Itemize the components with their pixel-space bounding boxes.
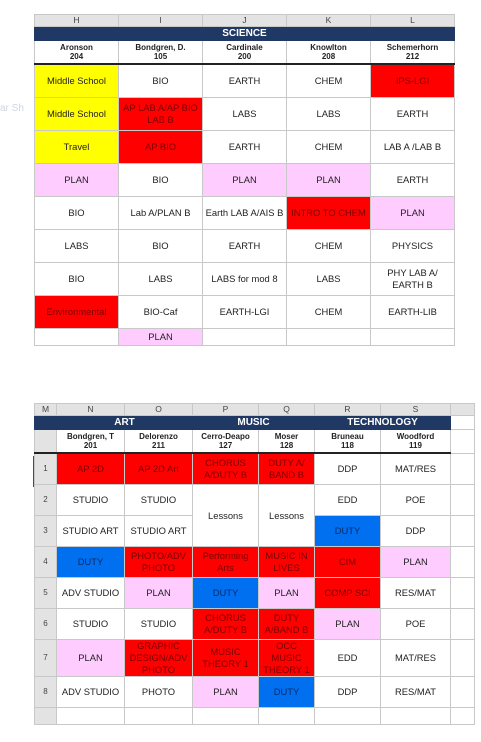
schedule-cell[interactable]: EDD [315,640,381,677]
schedule-row [35,453,475,485]
schedule-cell[interactable]: ADV STUDIO [57,578,125,609]
column-letter-o[interactable]: O [125,404,193,416]
teacher-header[interactable] [287,41,371,65]
teacher-name: Bondgren, T [66,432,115,441]
room-number: 201 [83,441,98,450]
schedule-cell[interactable]: LABS for mod 8 [203,263,287,296]
schedule-cell[interactable]: EARTH-LGI [203,296,287,329]
science-schedule-table [34,14,455,346]
schedule-cell[interactable] [315,708,381,725]
schedule-cell[interactable]: AP 2D Art [125,453,193,485]
teacher-extra[interactable] [451,430,475,454]
row-number-header[interactable] [35,430,57,454]
teacher-header[interactable] [371,41,455,65]
schedule-row [35,164,455,197]
teacher-name: Bondgren, D. [135,43,186,52]
column-letter-p[interactable]: P [193,404,259,416]
schedule-cell[interactable]: Middle School [35,98,119,131]
schedule-cell[interactable]: CIM [315,547,381,578]
schedule-cell[interactable]: DUTY A/BAND B [259,609,315,640]
teacher-name: Woodford [396,432,435,441]
column-letter-r[interactable]: R [315,404,381,416]
schedule-cell[interactable]: STUDIO [57,609,125,640]
schedule-cell[interactable]: BIO [119,64,203,98]
schedule-cell[interactable]: Environmental [35,296,119,329]
schedule-cell[interactable]: PLAN [35,164,119,197]
teacher-header[interactable] [119,41,203,65]
schedule-cell[interactable]: LABS [287,98,371,131]
schedule-row [35,296,455,329]
schedule-cell[interactable]: PLAN [381,547,451,578]
schedule-cell[interactable]: DUTY [193,578,259,609]
schedule-cell[interactable]: MAT/RES [381,453,451,485]
column-letter-n[interactable]: N [57,404,125,416]
row-extra[interactable] [451,578,475,609]
row-number[interactable]: 6 [35,609,57,640]
schedule-cell[interactable]: PLAN [57,640,125,677]
schedule-cell[interactable]: BIO [119,164,203,197]
column-letter-k[interactable]: K [287,15,371,27]
schedule-cell[interactable]: PLAN [203,164,287,197]
teacher-header[interactable] [193,430,259,454]
row-number-header[interactable] [35,416,57,430]
row-number[interactable]: 7 [35,640,57,677]
column-letter-l[interactable]: L [371,15,455,27]
teacher-name: Aronson [60,43,93,52]
schedule-cell[interactable]: PLAN [193,677,259,708]
department-title[interactable]: TECHNOLOGY [315,416,451,430]
schedule-cell[interactable]: AP BIO [119,131,203,164]
column-letter-row [35,404,475,416]
schedule-cell[interactable]: PLAN [315,609,381,640]
schedule-cell[interactable]: ADV STUDIO [57,677,125,708]
schedule-cell[interactable]: LABS [35,230,119,263]
schedule-cell[interactable]: Earth LAB A/AIS B [203,197,287,230]
room-number: 127 [218,441,233,450]
schedule-cell[interactable]: DDP [315,677,381,708]
schedule-cell[interactable]: EARTH-LIB [371,296,455,329]
schedule-cell[interactable]: LAB A /LAB B [371,131,455,164]
schedule-row [35,708,475,725]
schedule-cell[interactable]: Middle School [35,64,119,98]
schedule-cell[interactable]: INTRO TO CHEM [287,197,371,230]
schedule-cell[interactable]: STUDIO [125,485,193,516]
schedule-row [35,640,475,677]
schedule-cell[interactable]: CHEM [287,64,371,98]
row-number[interactable]: 1 [35,453,57,485]
schedule-cell[interactable]: PLAN [259,578,315,609]
schedule-cell[interactable]: EARTH [371,164,455,197]
schedule-cell[interactable]: PLAN [119,329,203,346]
arts-schedule-table [34,403,475,725]
row-number[interactable]: 5 [35,578,57,609]
science-teacher-row [35,41,455,65]
schedule-cell[interactable]: Performing Arts [193,547,259,578]
schedule-cell[interactable]: RES/MAT [381,677,451,708]
schedule-cell[interactable]: IPS-LGI [371,64,455,98]
schedule-cell[interactable] [381,708,451,725]
department-title[interactable]: MUSIC [193,416,315,430]
schedule-cell[interactable]: LABS [119,263,203,296]
row-extra[interactable] [451,677,475,708]
schedule-cell[interactable]: PHY LAB A/ EARTH B [371,263,455,296]
schedule-cell[interactable]: OCC MUSIC THEORY 1 [259,640,315,677]
schedule-cell[interactable]: Lessons [259,485,315,547]
schedule-cell[interactable]: MUSIC THEORY 1 [193,640,259,677]
schedule-cell[interactable]: DUTY A/ BAND B [259,453,315,485]
teacher-header[interactable] [57,430,125,454]
teacher-name: Delorenzo [139,432,178,441]
schedule-cell[interactable]: STUDIO [57,485,125,516]
column-letter-m[interactable]: M [35,404,57,416]
schedule-row [35,485,475,516]
department-title-row [35,416,475,430]
schedule-cell[interactable]: STUDIO [125,609,193,640]
teacher-name: Bruneau [331,432,364,441]
schedule-cell[interactable]: BIO-Caf [119,296,203,329]
room-number: 200 [237,52,252,61]
row-number[interactable]: 4 [35,547,57,578]
schedule-cell[interactable]: STUDIO ART [57,516,125,547]
schedule-cell[interactable]: MUSIC IN LIVES [259,547,315,578]
schedule-cell[interactable] [57,708,125,725]
room-number: 128 [279,441,294,450]
row-extra[interactable] [451,547,475,578]
teacher-header[interactable] [203,41,287,65]
schedule-cell[interactable]: Lab A/PLAN B [119,197,203,230]
schedule-cell[interactable]: CHEM [287,131,371,164]
background-ghost-text: ar Sh [0,103,24,114]
row-number[interactable]: 8 [35,677,57,708]
room-number: 118 [341,441,354,450]
schedule-row [35,64,455,98]
schedule-cell[interactable]: DDP [381,516,451,547]
row-number[interactable] [35,708,57,725]
teacher-header[interactable] [381,430,451,454]
teacher-name: Cardinale [226,43,263,52]
schedule-cell[interactable]: DUTY [57,547,125,578]
schedule-row [35,677,475,708]
teacher-header[interactable] [315,430,381,454]
row-extra[interactable] [451,708,475,725]
schedule-cell[interactable]: EARTH [203,64,287,98]
schedule-cell[interactable]: DUTY [315,516,381,547]
schedule-cell[interactable]: BIO [35,263,119,296]
column-letter-row [35,15,455,27]
schedule-row [35,578,475,609]
room-number: 105 [153,52,168,61]
schedule-cell[interactable]: PLAN [125,578,193,609]
schedule-cell[interactable]: EDD [315,485,381,516]
schedule-cell[interactable]: AP LAB A/AP BIO LAB B [119,98,203,131]
schedule-cell[interactable]: RES/MAT [381,578,451,609]
schedule-cell[interactable]: EARTH [203,131,287,164]
schedule-cell[interactable]: LABS [287,263,371,296]
teacher-header[interactable] [259,430,315,454]
schedule-cell[interactable]: STUDIO ART [125,516,193,547]
schedule-row [35,230,455,263]
schedule-cell[interactable]: MAT/RES [381,640,451,677]
schedule-row [35,329,455,346]
column-letter-j[interactable]: J [203,15,287,27]
schedule-cell[interactable]: POE [381,609,451,640]
schedule-cell[interactable]: DUTY [259,677,315,708]
column-letter-h[interactable]: H [35,15,119,27]
row-extra[interactable] [451,609,475,640]
science-title-row [35,27,455,41]
schedule-cell[interactable] [125,708,193,725]
row-number[interactable]: 3 [35,516,57,547]
schedule-row [35,263,455,296]
schedule-cell[interactable]: Travel [35,131,119,164]
teacher-name: Knowlton [310,43,347,52]
schedule-cell[interactable] [287,329,371,346]
arts-teacher-row [35,430,475,454]
teacher-header[interactable] [125,430,193,454]
schedule-cell[interactable]: CHORUS A/DUTY B [193,609,259,640]
row-extra[interactable] [451,516,475,547]
row-extra[interactable] [451,453,475,485]
schedule-cell[interactable]: EARTH [371,98,455,131]
column-letter-extra[interactable] [451,404,475,416]
teacher-name: Cerro-Deapo [201,432,250,441]
schedule-cell[interactable] [193,708,259,725]
column-letter-q[interactable]: Q [259,404,315,416]
band-extra[interactable] [451,416,475,430]
schedule-cell[interactable]: DDP [315,453,381,485]
schedule-cell[interactable]: GRAPHIC DESIGN/ADV PHOTO [125,640,193,677]
science-title[interactable]: SCIENCE [35,27,455,41]
teacher-name: Moser [274,432,299,441]
schedule-row [35,131,455,164]
schedule-cell[interactable] [259,708,315,725]
schedule-cell[interactable]: CHEM [287,230,371,263]
room-number: 119 [409,441,422,450]
schedule-cell[interactable]: PHOTO/ADV PHOTO [125,547,193,578]
room-number: 204 [69,52,84,61]
schedule-cell[interactable]: PLAN [371,197,455,230]
column-letter-s[interactable]: S [381,404,451,416]
schedule-cell[interactable]: BIO [35,197,119,230]
column-letter-i[interactable]: I [119,15,203,27]
schedule-cell[interactable]: PHYSICS [371,230,455,263]
schedule-cell[interactable]: Lessons [193,485,259,547]
schedule-cell[interactable]: AP 2D [57,453,125,485]
schedule-cell[interactable]: CHEM [287,296,371,329]
schedule-cell[interactable]: EARTH [203,230,287,263]
teacher-header[interactable] [35,41,119,65]
schedule-cell[interactable]: CHORUS A/DUTY B [193,453,259,485]
teacher-name: Schemerhorn [386,43,439,52]
schedule-row [35,547,475,578]
schedule-cell[interactable]: PLAN [287,164,371,197]
schedule-cell[interactable]: PHOTO [125,677,193,708]
schedule-cell[interactable]: BIO [119,230,203,263]
schedule-cell[interactable]: LABS [203,98,287,131]
schedule-cell[interactable] [35,329,119,346]
room-number: 212 [405,52,420,61]
room-number: 211 [152,441,165,450]
department-title[interactable]: ART [57,416,193,430]
schedule-cell[interactable]: COMP SCI [315,578,381,609]
schedule-row [35,98,455,131]
schedule-row [35,609,475,640]
schedule-row [35,197,455,230]
row-extra[interactable] [451,640,475,677]
row-extra[interactable] [451,485,475,516]
schedule-cell[interactable]: POE [381,485,451,516]
schedule-cell[interactable] [371,329,455,346]
schedule-cell[interactable] [203,329,287,346]
row-number[interactable]: 2 [35,485,57,516]
room-number: 208 [321,52,336,61]
